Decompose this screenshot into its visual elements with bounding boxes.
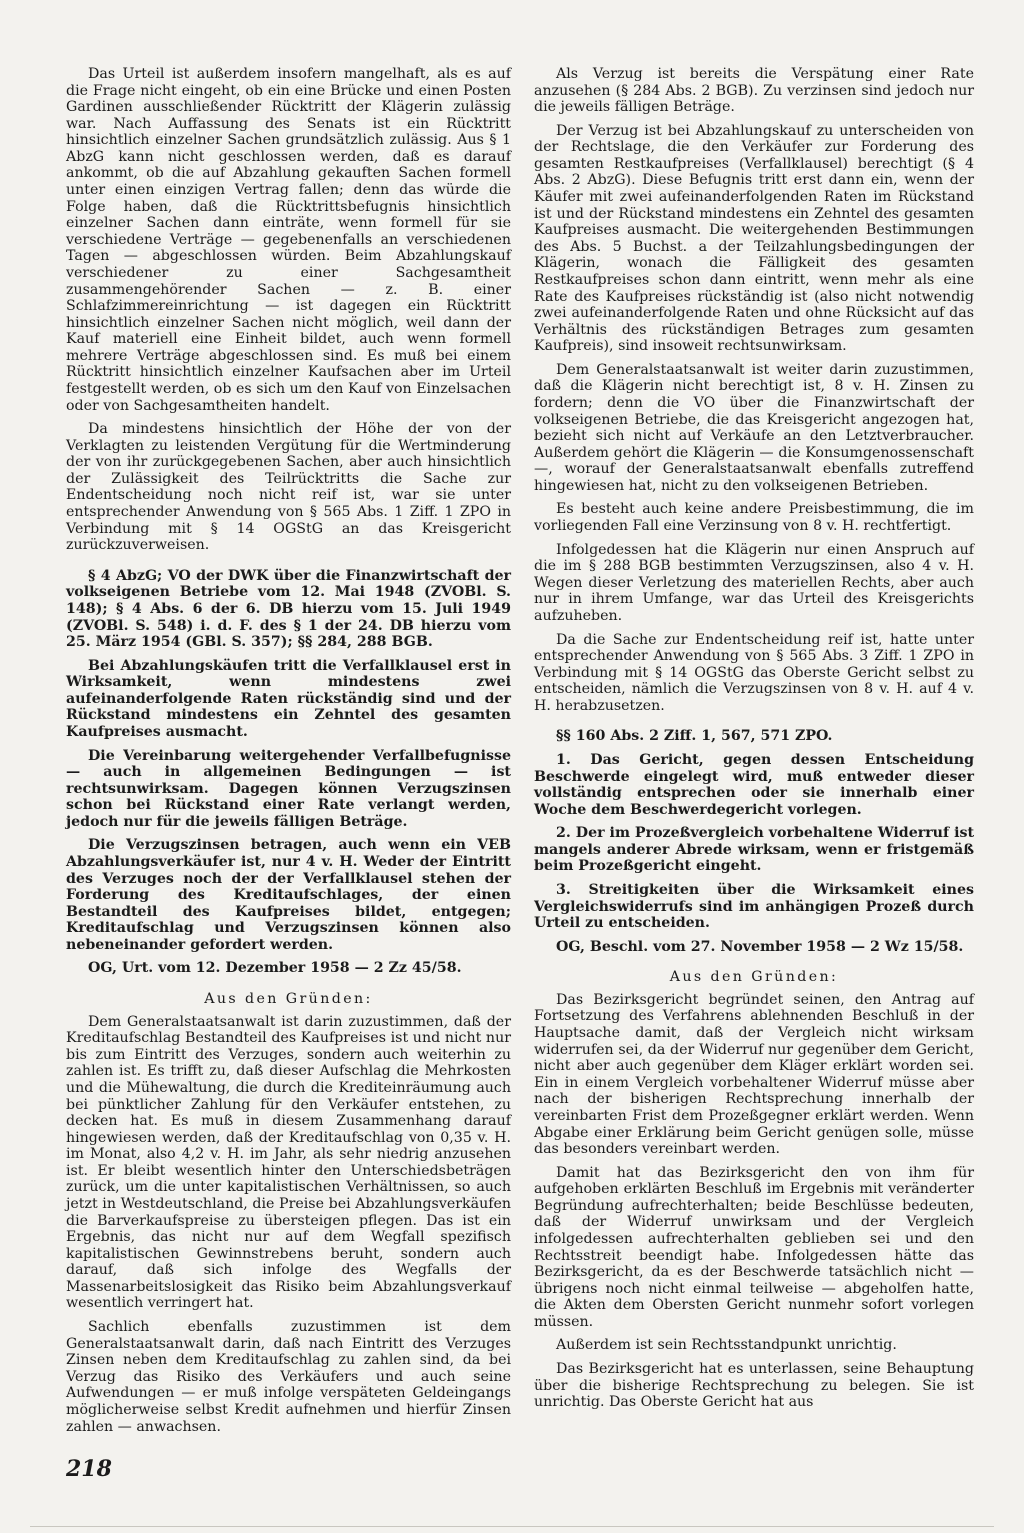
section-heading: Aus den Gründen: bbox=[669, 969, 839, 986]
paragraph: Der Verzug ist bei Abzahlungskauf zu unterscheiden von der Rechtslage, die den Verkäufer zur Forderung des gesamten Restkaufpreises (Verfallklausel) berechtigt (§ 4 Abs. 2 AbzG). Diese Befugnis tritt erst dann ein, wenn der Käufer mit zwei aufeinanderfolgenden Raten im Rückstand ist und der Rückstand mindestens ein Zehntel des gesamten Kaufpreises ausmacht. Die weitergehenden Bestimmungen des Abs. 5 Buchst. a der Teilzahlungsbedingungen der Klägerin, wonach die Fälligkeit des gesamten Restkaufpreises schon dann eintritt, wenn mehr als eine Rate des Kaufpreises rückständig ist (also nicht notwendig zwei aufeinanderfolgende Raten und ohne Rücksicht auf das Verhältnis des rückständigen Betrages zum gesamten Kaufpreis), sind insoweit rechtsunwirksam. bbox=[534, 122, 974, 355]
paragraph: Da die Sache zur Endentscheidung reif ist, hatte unter entsprechender Anwendung von § 565 Abs. 3 Ziff. 1 ZPO in Verbindung mit § 14 OGStG das Oberste Gericht selbst zu entscheiden, nämlich die Verzugszinsen von 8 v. H. auf 4 v. H. herabzusetzen. bbox=[534, 631, 974, 714]
headnote: 1. Das Gericht, gegen dessen Entscheidung Beschwerde eingelegt wird, muß entweder dieser vollständig entsprechen oder sie innerhalb einer Woche dem Beschwerdegericht vorlegen. bbox=[534, 751, 974, 818]
left-column bbox=[66, 66, 511, 1442]
headnote: Die Vereinbarung weitergehender Verfallbefugnisse — auch in allgemeinen Bedingungen — ist rechtsunwirksam. Dagegen können Verzugszinsen schon bei Rückstand einer Rate verlangt werden, jedoch nur für die jeweils fälligen Beträge. bbox=[66, 747, 511, 830]
paragraph: Außerdem ist sein Rechtsstandpunkt unrichtig. bbox=[556, 1337, 897, 1354]
paragraph: Dem Generalstaatsanwalt ist darin zuzustimmen, daß der Kreditaufschlag Bestandteil des Kaufpreises ist und nicht nur bis zum Eintritt des Verzuges, sondern auch weiterhin zu zahlen ist. Es trifft zu, daß dieser Aufschlag die Mehrkosten und die Mühewaltung, die durch die Krediteinräumung auch bei pünktlicher Zahlung für den Verkäufer entstehen, zu decken hat. Es muß in diesem Zusammenhang darauf hingewiesen werden, daß der Kreditaufschlag von 0,35 v. H. im Monat, also 4,2 v. H. im Jahr, als sehr niedrig anzusehen ist. Er bleibt wesentlich hinter den Unterschiedsbeträgen zurück, um die unter kapitalistischen Verhältnissen, so auch jetzt in Westdeutschland, die Preise bei Abzahlungsverkäufen die Barverkaufspreise zu übersteigen pflegen. Das ist ein Ergebnis, das nicht nur auf dem Wegfall spezifisch kapitalistischen Gewinnstrebens beruht, sondern auch darauf, daß sich infolge des Wegfalls der Massenarbeitslosigkeit das Risiko beim Abzahlungsverkauf wesentlich verringert hat. bbox=[66, 1013, 511, 1312]
court-reference: OG, Beschl. vom 27. November 1958 — 2 Wz 15/58. bbox=[556, 938, 964, 955]
headnote: 3. Streitigkeiten über die Wirksamkeit eines Vergleichswiderrufs sind im anhängigen Prozeß durch Urteil zu entscheiden. bbox=[534, 882, 974, 932]
paragraph: Infolgedessen hat die Klägerin nur einen Anspruch auf die im § 288 BGB bestimmten Verzugszinsen, also 4 v. H. Wegen dieser Verletzung des materiellen Rechts, aber auch nur in ihrem Umfange, war das Urteil des Kreisgerichts aufzuheben. bbox=[534, 541, 974, 624]
right-column bbox=[534, 66, 974, 1418]
law-citation: §§ 160 Abs. 2 Ziff. 1, 567, 571 ZPO. bbox=[556, 728, 833, 745]
headnote: Die Verzugszinsen betragen, auch wenn ein VEB Abzahlungsverkäufer ist, nur 4 v. H. Weder der Eintritt des Verzuges noch der der Verfallklausel stehen der Forderung des Kreditaufschlages, der einen Bestandteil des Kaufpreises bildet, entgegen; Kreditaufschlag und Verzugszinsen können also nebeneinander gefordert werden. bbox=[66, 837, 511, 953]
paragraph: Es besteht auch keine andere Preisbestimmung, die im vorliegenden Fall eine Verzinsung von 8 v. H. rechtfertigt. bbox=[534, 501, 974, 535]
paragraph: Dem Generalstaatsanwalt ist weiter darin zuzustimmen, daß die Klägerin nicht berechtigt ist, 8 v. H. Zinsen zu fordern; denn die VO über die Finanzwirtschaft der volkseigenen Betriebe, die das Kreisgericht angezogen hat, bezieht sich nicht auf Verkäufe an den Letztverbraucher. Außerdem gehört die Klägerin — die Konsumgenossenschaft —, worauf der Generalstaatsanwalt ebenfalls zutreffend hingewiesen hat, nicht zu den volkseigenen Betrieben. bbox=[534, 361, 974, 494]
headnote: Bei Abzahlungskäufen tritt die Verfallklausel erst in Wirksamkeit, wenn mindestens zwei aufeinanderfolgende Raten rückständig sind und der Rückstand mindestens ein Zehntel des gesamten Kaufpreises ausmacht. bbox=[66, 657, 511, 740]
paragraph: Sachlich ebenfalls zuzustimmen ist dem Generalstaatsanwalt darin, daß nach Eintritt des Verzuges Zinsen neben dem Kreditaufschlag zu zahlen sind, da bei Verzug das Risiko des Verkäufers und auch seine Aufwendungen — er muß infolge verspäteten Geldeingangs möglicherweise selbst Kredit aufnehmen und hierfür Zinsen zahlen — anwachsen. bbox=[66, 1319, 511, 1435]
court-reference: OG, Urt. vom 12. Dezember 1958 — 2 Zz 45/58. bbox=[88, 960, 462, 977]
paragraph: Da mindestens hinsichtlich der Höhe der von der Verklagten zu leistenden Vergütung für die Wertminderung der von ihr zurückgegebenen Sachen, aber auch hinsichtlich der Zulässigkeit des Teilrücktritts die Sache zur Endentscheidung noch nicht reif ist, war sie unter entsprechender Anwendung von § 565 Abs. 1 Ziff. 1 ZPO in Verbindung mit § 14 OGStG an das Kreisgericht zurückzuverweisen. bbox=[66, 421, 511, 554]
section-heading: Aus den Gründen: bbox=[204, 991, 373, 1008]
page-number: 218 bbox=[66, 1456, 112, 1482]
headnote: 2. Der im Prozeßvergleich vorbehaltene Widerruf ist mangels anderer Abrede wirksam, wenn er fristgemäß beim Prozeßgericht eingeht. bbox=[534, 825, 974, 875]
paragraph: Das Bezirksgericht begründet seinen, den Antrag auf Fortsetzung des Verfahrens ablehnenden Beschluß in der Hauptsache damit, daß der Vergleich nicht wirksam widerrufen sei, da der Widerruf nur gegenüber dem Gericht, nicht aber auch gegenüber dem Kläger erklärt worden sei. Ein in einem Vergleich vorbehaltener Widerruf müsse aber nach der bisherigen Rechtsprechung innerhalb der vereinbarten Frist dem Prozeßgegner erklärt werden. Wenn Abgabe einer Erklärung beim Gericht genügen solle, müsse das besonders vereinbart werden. bbox=[534, 991, 974, 1158]
page-edge-rule bbox=[30, 1526, 994, 1527]
paragraph: Als Verzug ist bereits die Verspätung einer Rate anzusehen (§ 284 Abs. 2 BGB). Zu verzinsen sind jedoch nur die jeweils fälligen Beträge. bbox=[534, 66, 974, 116]
paragraph: Damit hat das Bezirksgericht den von ihm für aufgehoben erklärten Beschluß im Ergebnis mit veränderter Begründung aufrechterhalten; beide Beschlüsse bedeuten, daß der Widerruf unwirksam und der Vergleich infolgedessen aufrechterhalten geblieben sei und den Rechtsstreit beendigt habe. Infolgedessen hätte das Bezirksgericht, da es der Beschwerde tatsächlich nicht — übrigens noch nicht einmal teilweise — abgeholfen hatte, die Akten dem Obersten Gericht nunmehr sofort vorlegen müssen. bbox=[534, 1164, 974, 1330]
law-citation: § 4 AbzG; VO der DWK über die Finanzwirtschaft der volkseigenen Betriebe vom 12. Mai 1948 (ZVOBl. S. 148); § 4 Abs. 6 der 6. DB hierzu vom 15. Juli 1949 (ZVOBl. S. 548) i. d. F. des § 1 der 24. DB hierzu vom 25. März 1954 (GBl. S. 357); §§ 284, 288 BGB. bbox=[66, 567, 511, 651]
paragraph: Das Urteil ist außerdem insofern mangelhaft, als es auf die Frage nicht eingeht, ob ein eine Brücke und einen Posten Gardinen ausschließender Rücktritt der Klägerin zulässig war. Nach Auffassung des Senats ist ein Rücktritt hinsichtlich einzelner Sachen grundsätzlich zulässig. Aus § 1 AbzG kann nicht geschlossen werden, daß es darauf ankommt, ob die auf Abzahlung gekauften Sachen formell unter einen einzigen Vertrag fallen; denn das würde die Folge haben, daß die Rücktrittsbefugnis hinsichtlich einzelner Sachen dann einträte, wenn formell für sie verschiedene Verträge — gegebenenfalls an verschiedenen Tagen — abgeschlossen würden. Beim Abzahlungskauf verschiedener zu einer Sachgesamtheit zusammengehörender Sachen — z. B. einer Schlafzimmereinrichtung — ist dagegen ein Rücktritt hinsichtlich einzelner Sachen nicht möglich, weil dann der Kauf materiell eine Einheit bildet, auch wenn formell mehrere Verträge abgeschlossen sind. Es muß bei einem Rücktritt hinsichtlich einzelner Kaufsachen aber im Urteil festgestellt werden, ob es sich um den Kauf von Einzelsachen oder von Sachgesamtheiten handelt. bbox=[66, 66, 511, 414]
paragraph: Das Bezirksgericht hat es unterlassen, seine Behauptung über die bisherige Rechtsprechung zu belegen. Sie ist unrichtig. Das Oberste Gericht hat aus bbox=[534, 1361, 974, 1411]
